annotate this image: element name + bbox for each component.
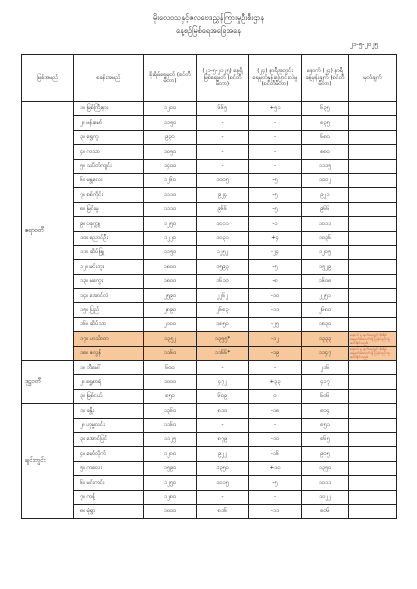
table-row: [22, 245, 397, 259]
remark-cell: [349, 145, 397, 159]
change-cell: -၁၆: [249, 447, 302, 461]
today-level-cell: ၈၇၉: [197, 432, 249, 446]
table-row: [22, 173, 397, 187]
table-row: [22, 504, 397, 518]
today-level-cell: -: [197, 490, 249, 504]
table-row: [22, 145, 397, 159]
station-cell: ၁၅။ ပြည်: [74, 303, 144, 317]
column-header-river: မြစ်အမည်: [22, 55, 74, 102]
danger-level-cell: ၁၂၀၀: [144, 447, 197, 461]
remark-cell: [349, 490, 397, 504]
forecast-cell: ၈၈၀: [302, 145, 349, 159]
danger-level-cell: ၆၀၀: [144, 361, 197, 375]
remark-cell: [349, 173, 397, 187]
danger-level-cell: ၁၁၅၀: [144, 116, 197, 130]
change-cell: -၈: [249, 274, 302, 288]
remark-cell: [349, 231, 397, 245]
remark-cell: [349, 317, 397, 331]
station-cell: ၇။ စစ်ကိုင်း: [74, 188, 144, 202]
danger-level-cell: ၂၅၉၀: [144, 289, 197, 303]
danger-level-cell: ၁၁၁၀: [144, 188, 197, 202]
table-row: [22, 159, 397, 173]
forecast-cell: ၉၂၁: [302, 188, 349, 202]
forecast-cell: ၁၀၁၁: [302, 476, 349, 490]
table-row: [22, 289, 397, 303]
table-row: [22, 461, 397, 475]
river-level-table: [21, 54, 397, 519]
remark-cell: [349, 245, 397, 259]
change-cell: -၅: [249, 188, 302, 202]
station-cell: ၁၇။ ဟင်္သာတ: [74, 332, 144, 346]
change-cell: -၁၉: [249, 346, 302, 360]
station-cell: ၄။ မော်လိုက်: [74, 447, 144, 461]
station-cell: ၁။ ခန္တီး: [74, 404, 144, 418]
change-cell: -၅: [249, 173, 302, 187]
column-header-station: စခန်းအမည်: [74, 55, 144, 102]
station-cell: ၄။ ကသာ: [74, 145, 144, 159]
table-row: [22, 389, 397, 403]
station-cell: ၅။ ကလေး: [74, 461, 144, 475]
today-level-cell: ၁၂၅၂: [197, 245, 249, 259]
today-level-cell: ၁၅၉၃: [197, 260, 249, 274]
forecast-cell: ၁၂၀၅: [302, 245, 349, 259]
station-cell: ၂။ ရွှေစာရံ: [74, 375, 144, 389]
today-level-cell: -: [197, 159, 249, 173]
today-level-cell: ၁၀၃၁: [197, 231, 249, 245]
danger-level-cell: ၁၄၀၀: [144, 159, 197, 173]
station-cell: ၁။ ဘီမေါ်: [74, 361, 144, 375]
table-row: [22, 375, 397, 389]
today-level-cell: ၈၁၀: [197, 404, 249, 418]
change-cell: ၀: [249, 389, 302, 403]
station-cell: ၁၄။ အောင်လံ: [74, 289, 144, 303]
river-name-cell: ဒုဋ္ဌဝတီ: [22, 361, 74, 404]
change-cell: -: [249, 490, 302, 504]
change-cell: -၁: [249, 217, 302, 231]
danger-level-cell: ၁၁၅၀: [144, 245, 197, 259]
remark-cell: [349, 159, 397, 173]
forecast-cell: ၆၃၅: [302, 102, 349, 116]
table-row: [22, 260, 397, 274]
table-row: [22, 116, 397, 130]
table-row: [22, 303, 397, 317]
remark-cell: [349, 361, 397, 375]
column-header-change: (၂၄) နာရီအတွင်း ရေမှတ်နှုန်းပြောင်းလဲမှု (စင်တီမီတာ): [249, 55, 302, 102]
danger-level-cell: ၁၂၈၀: [144, 490, 197, 504]
table-row: [22, 202, 397, 216]
forecast-cell: ၈၃၅: [302, 116, 349, 130]
change-cell: -၂၄: [249, 245, 302, 259]
today-level-cell: ၁၃၅၅*: [197, 332, 249, 346]
danger-level-cell: ၈၅၀: [144, 389, 197, 403]
danger-level-cell: ၁၃၆၀: [144, 404, 197, 418]
forecast-cell: ၄၁၇: [302, 375, 349, 389]
change-cell: -၅: [249, 260, 302, 274]
column-header-danger-level: စိုးရိမ်ရေမှတ် (စင်တီမီတာ): [144, 55, 197, 102]
remark-cell: [349, 188, 397, 202]
column-header-today-level: (၂၁-၅-၂၀၂၅) နေ့ရှိ မြစ်ရေမှတ် (စင်တီမီတာ): [197, 55, 249, 102]
remark-cell: [349, 418, 397, 432]
danger-level-cell: ၁၃၅၂: [144, 332, 197, 346]
today-level-cell: ၁၈၅၀: [197, 317, 249, 331]
change-cell: -: [249, 145, 302, 159]
remark-cell: [349, 274, 397, 288]
forecast-cell: ၂၁၆: [302, 361, 349, 375]
station-cell: ၃။ မြစ်ငယ်: [74, 389, 144, 403]
forecast-cell: ၉၆၆: [302, 202, 349, 216]
table-row: [22, 476, 397, 490]
forecast-cell: ၈၆၅: [302, 432, 349, 446]
station-cell: ၁၆။ ဆိပ်သာ: [74, 317, 144, 331]
danger-level-cell: ၁၀၅၀: [144, 145, 197, 159]
forecast-cell: ၂၂၅၁: [302, 289, 349, 303]
table-row: [22, 332, 397, 346]
change-cell: -၅: [249, 476, 302, 490]
table-row: [22, 432, 397, 446]
station-cell: ၃။ ရွှေကူ: [74, 130, 144, 144]
danger-level-cell: ၁၁၂၅: [144, 432, 197, 446]
remark-cell: [349, 289, 397, 303]
page-title: မိုးလေဝသနှင့်ဇလဗေဒညွှန်ကြားမှုဦးစီးဌာန: [152, 13, 265, 22]
station-cell: ၂။ ဗန်းမော်: [74, 116, 144, 130]
column-header-forecast: နောက် (၂၄) နာရီ ခန့်မှန်းချက် (စင်တီမီတာ): [302, 55, 349, 102]
danger-level-cell: ၁၀၀၀: [144, 375, 197, 389]
page-subtitle: နေ့စဉ်မြစ်ရေအခြေအနေ: [176, 26, 241, 35]
forecast-cell: ၁၀၂၂: [302, 490, 349, 504]
forecast-cell: ၁၀၃၆: [302, 231, 349, 245]
danger-level-cell: ၁၁၁၀: [144, 202, 197, 216]
remark-cell: [349, 476, 397, 490]
danger-level-cell: ၁၁၆၀: [144, 418, 197, 432]
table-row: [22, 447, 397, 461]
station-cell: ၃။ အောင်ပြင်: [74, 432, 144, 446]
river-name-cell: ဧရာဝတီ: [22, 102, 74, 361]
change-cell: -၁၁: [249, 303, 302, 317]
today-level-cell: -: [197, 145, 249, 159]
forecast-cell: ၁၁၁၅: [302, 159, 349, 173]
table-row: [22, 317, 397, 331]
remark-cell: [349, 130, 397, 144]
station-cell: ၉။ ပခုက္ကူ: [74, 217, 144, 231]
remark-cell: [349, 202, 397, 216]
forecast-cell: ၁၅၂၉: [302, 260, 349, 274]
remark-cell: [349, 461, 397, 475]
remark-cell: [349, 217, 397, 231]
forecast-cell: ၈၅၁: [302, 418, 349, 432]
report-date: ၂၁-၅-၂၀၂၅: [349, 40, 378, 48]
today-level-cell: ၉၆၆: [197, 202, 249, 216]
table-row: [22, 130, 397, 144]
station-cell: ၇။ ကန့်: [74, 490, 144, 504]
forecast-cell: ၈၀၄: [302, 404, 349, 418]
forecast-cell: ၂၆၈၀: [302, 303, 349, 317]
station-cell: ၁၂။ မင်းဘူး: [74, 260, 144, 274]
today-level-cell: ၁၃၅၀: [197, 461, 249, 475]
remark-cell: [349, 432, 397, 446]
table-row: [22, 102, 397, 116]
today-level-cell: ၁၀၁၁: [197, 217, 249, 231]
station-cell: ၁၈။ ဇလွန်: [74, 346, 144, 360]
change-cell: -၁၂: [249, 332, 302, 346]
today-level-cell: ၄၇၂: [197, 375, 249, 389]
forecast-cell: ၁၀၁၁: [302, 217, 349, 231]
change-cell: -: [249, 159, 302, 173]
remark-cell: [349, 260, 397, 274]
change-cell: +၄: [249, 231, 302, 245]
table-row: [22, 188, 397, 202]
remark-cell: [349, 116, 397, 130]
today-level-cell: ၈၁၆: [197, 504, 249, 518]
today-level-cell: ၆၀၉: [197, 389, 249, 403]
table-row: [22, 231, 397, 245]
table-row: [22, 418, 397, 432]
station-cell: ၁၀။ ညောင်ဦး: [74, 231, 144, 245]
table-row: [22, 274, 397, 288]
station-cell: ၅။ သပိတ်ကျင်း: [74, 159, 144, 173]
today-level-cell: -: [197, 116, 249, 130]
change-cell: +၃၃: [249, 375, 302, 389]
remark-cell: [349, 504, 397, 518]
remark-cell: [349, 303, 397, 317]
remark-cell: [349, 375, 397, 389]
today-level-cell: ၂၂၆၂: [197, 289, 249, 303]
table-body: [22, 102, 397, 519]
change-cell: -၁၈: [249, 404, 302, 418]
danger-level-cell: ၁၂၆၀: [144, 173, 197, 187]
station-cell: ၈။ မုံရွာ: [74, 504, 144, 518]
danger-level-cell: ၁၁၆၀: [144, 346, 197, 360]
forecast-cell: ၁၃၃၃: [302, 332, 349, 346]
today-level-cell: -: [197, 361, 249, 375]
forecast-cell: ၁၁၄၇: [302, 346, 349, 360]
danger-level-cell: ၂၁၀၀: [144, 317, 197, 331]
today-level-cell: ၁၆၁၀: [197, 274, 249, 288]
change-cell: -၅: [249, 202, 302, 216]
forecast-cell: ၆၈၀: [302, 130, 349, 144]
today-level-cell: ၉၂၄: [197, 188, 249, 202]
today-level-cell: -: [197, 418, 249, 432]
table-row: [22, 361, 397, 375]
remark-cell: [349, 447, 397, 461]
danger-level-cell: ၁၂၅၀: [144, 217, 197, 231]
table-row: [22, 346, 397, 360]
change-cell: -: [249, 130, 302, 144]
change-cell: -: [249, 361, 302, 375]
station-cell: ၈။ မြင်းမူ: [74, 202, 144, 216]
station-cell: ၂။ ဟုမ္မလင်း: [74, 418, 144, 432]
forecast-cell: ၁၆၀၈: [302, 274, 349, 288]
danger-level-cell: ၁၅၉၀: [144, 461, 197, 475]
forecast-cell: ၈၀၆: [302, 504, 349, 518]
station-cell: ၁၁။ ဆိပ်ဖြူ: [74, 245, 144, 259]
table-row: [22, 217, 397, 231]
station-cell: ၆။ မင်းကင်း: [74, 476, 144, 490]
today-level-cell: ၂၆၈၃: [197, 303, 249, 317]
change-cell: -: [249, 418, 302, 432]
danger-level-cell: ၁၂၅၀: [144, 476, 197, 490]
change-cell: -: [249, 116, 302, 130]
column-header-remark: မှတ်ချက်: [349, 55, 397, 102]
forecast-cell: ၆၀၆: [302, 389, 349, 403]
remark-cell: [349, 389, 397, 403]
today-level-cell: ၁၀၁၅: [197, 476, 249, 490]
table-header-row: [22, 55, 397, 102]
change-cell: +၁၀: [249, 461, 302, 475]
station-cell: ၆။ မန္တလေး: [74, 173, 144, 187]
danger-level-cell: ၁၂၀၀: [144, 102, 197, 116]
danger-level-cell: ၂၈၉၀: [144, 303, 197, 317]
remark-cell: နောက် ၅ ရက်အတွင်း စိုးရိမ်ရေမှတ်အောက်သို့ ပြန်လည်ကျဆင်းနိုင်သည်။: [349, 332, 397, 346]
today-level-cell: ၉၂၂: [197, 447, 249, 461]
today-level-cell: ၆၆၅: [197, 102, 249, 116]
today-level-cell: ၁၀၀၅: [197, 173, 249, 187]
danger-level-cell: ၁၈၀၀: [144, 274, 197, 288]
forecast-cell: ၁၃၅၀: [302, 461, 349, 475]
station-cell: ၁၃။ မကွေး: [74, 274, 144, 288]
remark-cell: [349, 102, 397, 116]
river-name-cell: ချင်းတွင်း: [22, 404, 74, 519]
forecast-cell: ၁၈၃၀: [302, 317, 349, 331]
today-level-cell: -: [197, 130, 249, 144]
danger-level-cell: ၁၀၀၀: [144, 504, 197, 518]
change-cell: -၁၀: [249, 289, 302, 303]
danger-level-cell: ၁၈၀၀: [144, 260, 197, 274]
remark-cell: [349, 404, 397, 418]
forecast-cell: ၁၀၀၂: [302, 173, 349, 187]
danger-level-cell: ၁၂၂၀: [144, 231, 197, 245]
change-cell: -၁၀: [249, 432, 302, 446]
remark-cell: နောက် ၅ ရက်အတွင်း စိုးရိမ်ရေမှတ်အောက်သို့ ပြန်လည်ကျဆင်းနိုင်သည်။: [349, 346, 397, 360]
today-level-cell: ၁၁၆၆*: [197, 346, 249, 360]
forecast-cell: ၉၀၅: [302, 447, 349, 461]
change-cell: +၅၁: [249, 102, 302, 116]
change-cell: -၂၅: [249, 317, 302, 331]
change-cell: -၁၁: [249, 504, 302, 518]
table-row: [22, 404, 397, 418]
station-cell: ၁။ မြစ်ကြီးနား: [74, 102, 144, 116]
table-row: [22, 490, 397, 504]
danger-level-cell: ၉၃၀: [144, 130, 197, 144]
